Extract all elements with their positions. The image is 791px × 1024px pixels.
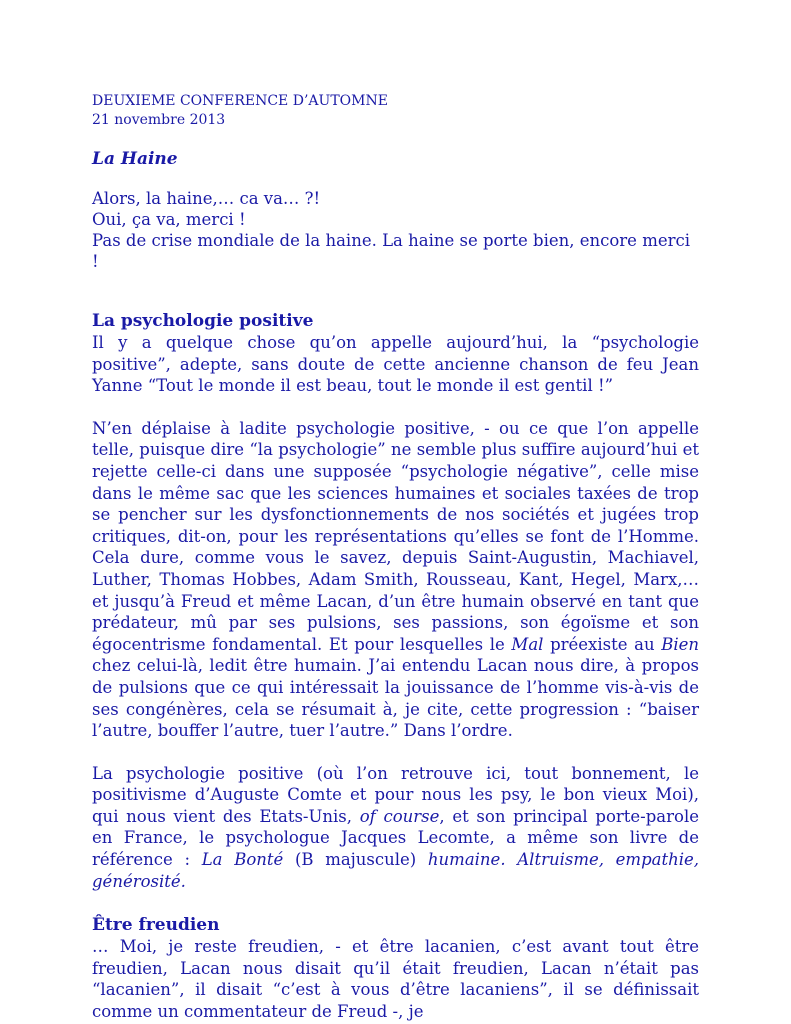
paragraph-3 bbox=[92, 763, 699, 893]
paragraph-4: … Moi, je reste freudien, - et être lacanien, c’est avant tout être freudien, Lacan nous disait qu’il était freudien, Lacan n’était pas “lacanien”, il disait “c’est à vous d’être lacaniens”, il se définissait comme un commentateur de Freud -, je bbox=[92, 937, 699, 1022]
section-heading-etre-freudien: Être freudien bbox=[92, 915, 220, 936]
paragraph-3-text-a: La psychologie positive (où l’on retrouve ici, tout bonnement, le positivisme d’Auguste Comte et pour nous les psy, le bon vieux Moi), qui nous vient des Etats-Unis, bbox=[92, 763, 699, 826]
book-subtitle: humaine. Altruisme, empathie, générosité. bbox=[92, 850, 700, 891]
intro-block bbox=[92, 188, 699, 272]
intro-line-2: Oui, ça va, merci ! bbox=[92, 210, 246, 229]
document-header bbox=[92, 92, 699, 130]
paragraph-2 bbox=[92, 418, 699, 742]
paragraph-2-text-b: préexiste au bbox=[543, 634, 662, 654]
phrase-of-course: of course bbox=[359, 806, 440, 826]
document-title: La Haine bbox=[92, 149, 178, 169]
paragraph-3-text-c: (B majuscule) bbox=[283, 850, 428, 870]
paragraph-2-text-a: N’en déplaise à ladite psychologie positive, - ou ce que l’on appelle telle, puisque dire “la psychologie” ne semble plus suffire aujourd’hui et rejette celle-ci dans une supposée “psychologie négative”, celle mise dans le même sac que les sciences humaines et sociales taxées de trop se pencher sur les dysfonctionnements de nos sociétés et jugées trop critiques, dit-on, pour les représentations qu’elles se font de l’Homme. Cela dure, comme vous le savez, depuis Saint-Augustin, Machiavel, Luther, Thomas Hobbes, Adam Smith, Rousseau, Kant, Hegel, Marx,… et jusqu’à Freud et même Lacan, d’un être humain observé en tant que prédateur, mû par ses pulsions, ses passions, son égoïsme et son égocentrisme fondamental. Et pour lesquelles le bbox=[92, 418, 699, 654]
section-heading-psychologie-positive: La psychologie positive bbox=[92, 311, 314, 331]
intro-line-3: Pas de crise mondiale de la haine. La haine se porte bien, encore merci ! bbox=[92, 231, 691, 271]
conference-title: DEUXIEME CONFERENCE D’AUTOMNE bbox=[92, 93, 388, 109]
intro-line-1: Alors, la haine,… ca va… ?! bbox=[92, 189, 321, 208]
word-mal: Mal bbox=[511, 634, 544, 654]
conference-date: 21 novembre 2013 bbox=[92, 112, 226, 128]
paragraph-2-text-c: chez celui-là, ledit être humain. J’ai entendu Lacan nous dire, à propos de pulsions que ce qui intéressait la jouissance de l’homme vis-à-vis de ses congénères, cela se résumait à, je cite, cette progression : “baiser l’autre, bouffer l’autre, tuer l’autre.” Dans l’ordre. bbox=[92, 656, 699, 741]
paragraph-3-text-b: , et son principal porte-parole en France, le psychologue Jacques Lecomte, a même son livre de référence : bbox=[92, 806, 700, 870]
word-bien: Bien bbox=[661, 634, 700, 654]
paragraph-1: Il y a quelque chose qu’on appelle aujourd’hui, la “psychologie positive”, adepte, sans doute de cette ancienne chanson de feu Jean Yanne “Tout le monde il est beau, tout le monde il est gentil !” bbox=[92, 333, 699, 396]
book-title: La Bonté bbox=[201, 850, 284, 870]
